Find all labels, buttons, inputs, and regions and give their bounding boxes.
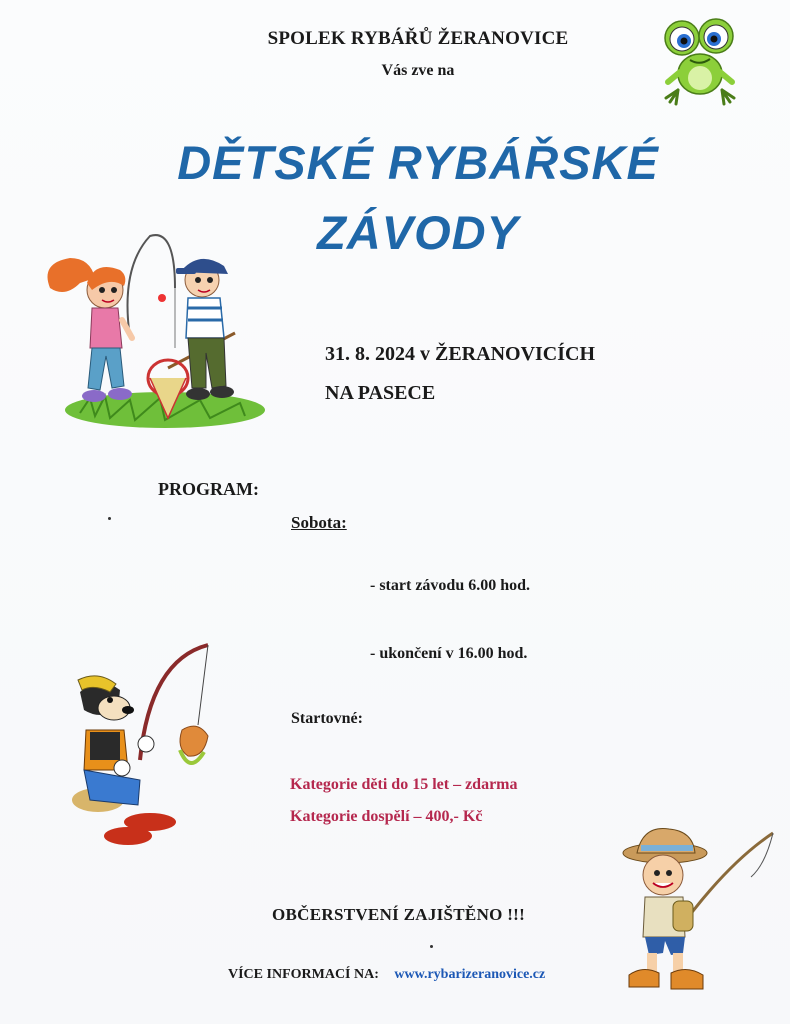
- event-location: NA PASECE: [325, 382, 436, 404]
- footer-more-info: [228, 967, 545, 983]
- program-label: PROGRAM:: [158, 479, 259, 499]
- speck: [430, 945, 433, 948]
- title-line-2: ZÁVODY: [317, 206, 519, 259]
- schedule-start: - start závodu 6.00 hod.: [370, 577, 531, 594]
- program-day: Sobota:: [291, 513, 347, 532]
- kids-fishing-illustration: [40, 228, 270, 438]
- event-date-place: 31. 8. 2024 v ŽERANOVICÍCH: [325, 343, 596, 365]
- fee-label: Startovné:: [291, 710, 363, 727]
- frog-icon: [660, 12, 740, 107]
- title-line-1: DĚTSKÉ RYBÁŘSKÉ: [177, 136, 659, 189]
- footer-label: VÍCE INFORMACÍ NA:: [228, 967, 379, 982]
- fee-category-children: Kategorie děti do 15 let – zdarma: [290, 776, 518, 793]
- website-link[interactable]: www.rybarizeranovice.cz: [394, 967, 546, 982]
- fee-category-adults: Kategorie dospělí – 400,- Kč: [290, 808, 483, 825]
- refreshments-note: OBČERSTVENÍ ZAJIŠTĚNO !!!: [272, 905, 526, 924]
- speck: [108, 517, 111, 520]
- boy-fisherman-illustration: [615, 825, 775, 995]
- invite-text: Vás zve na: [381, 62, 455, 79]
- organization-name: SPOLEK RYBÁŘŮ ŽERANOVICE: [267, 28, 569, 49]
- schedule-end: - ukončení v 16.00 hod.: [370, 645, 528, 662]
- goofy-fishing-illustration: [70, 640, 220, 850]
